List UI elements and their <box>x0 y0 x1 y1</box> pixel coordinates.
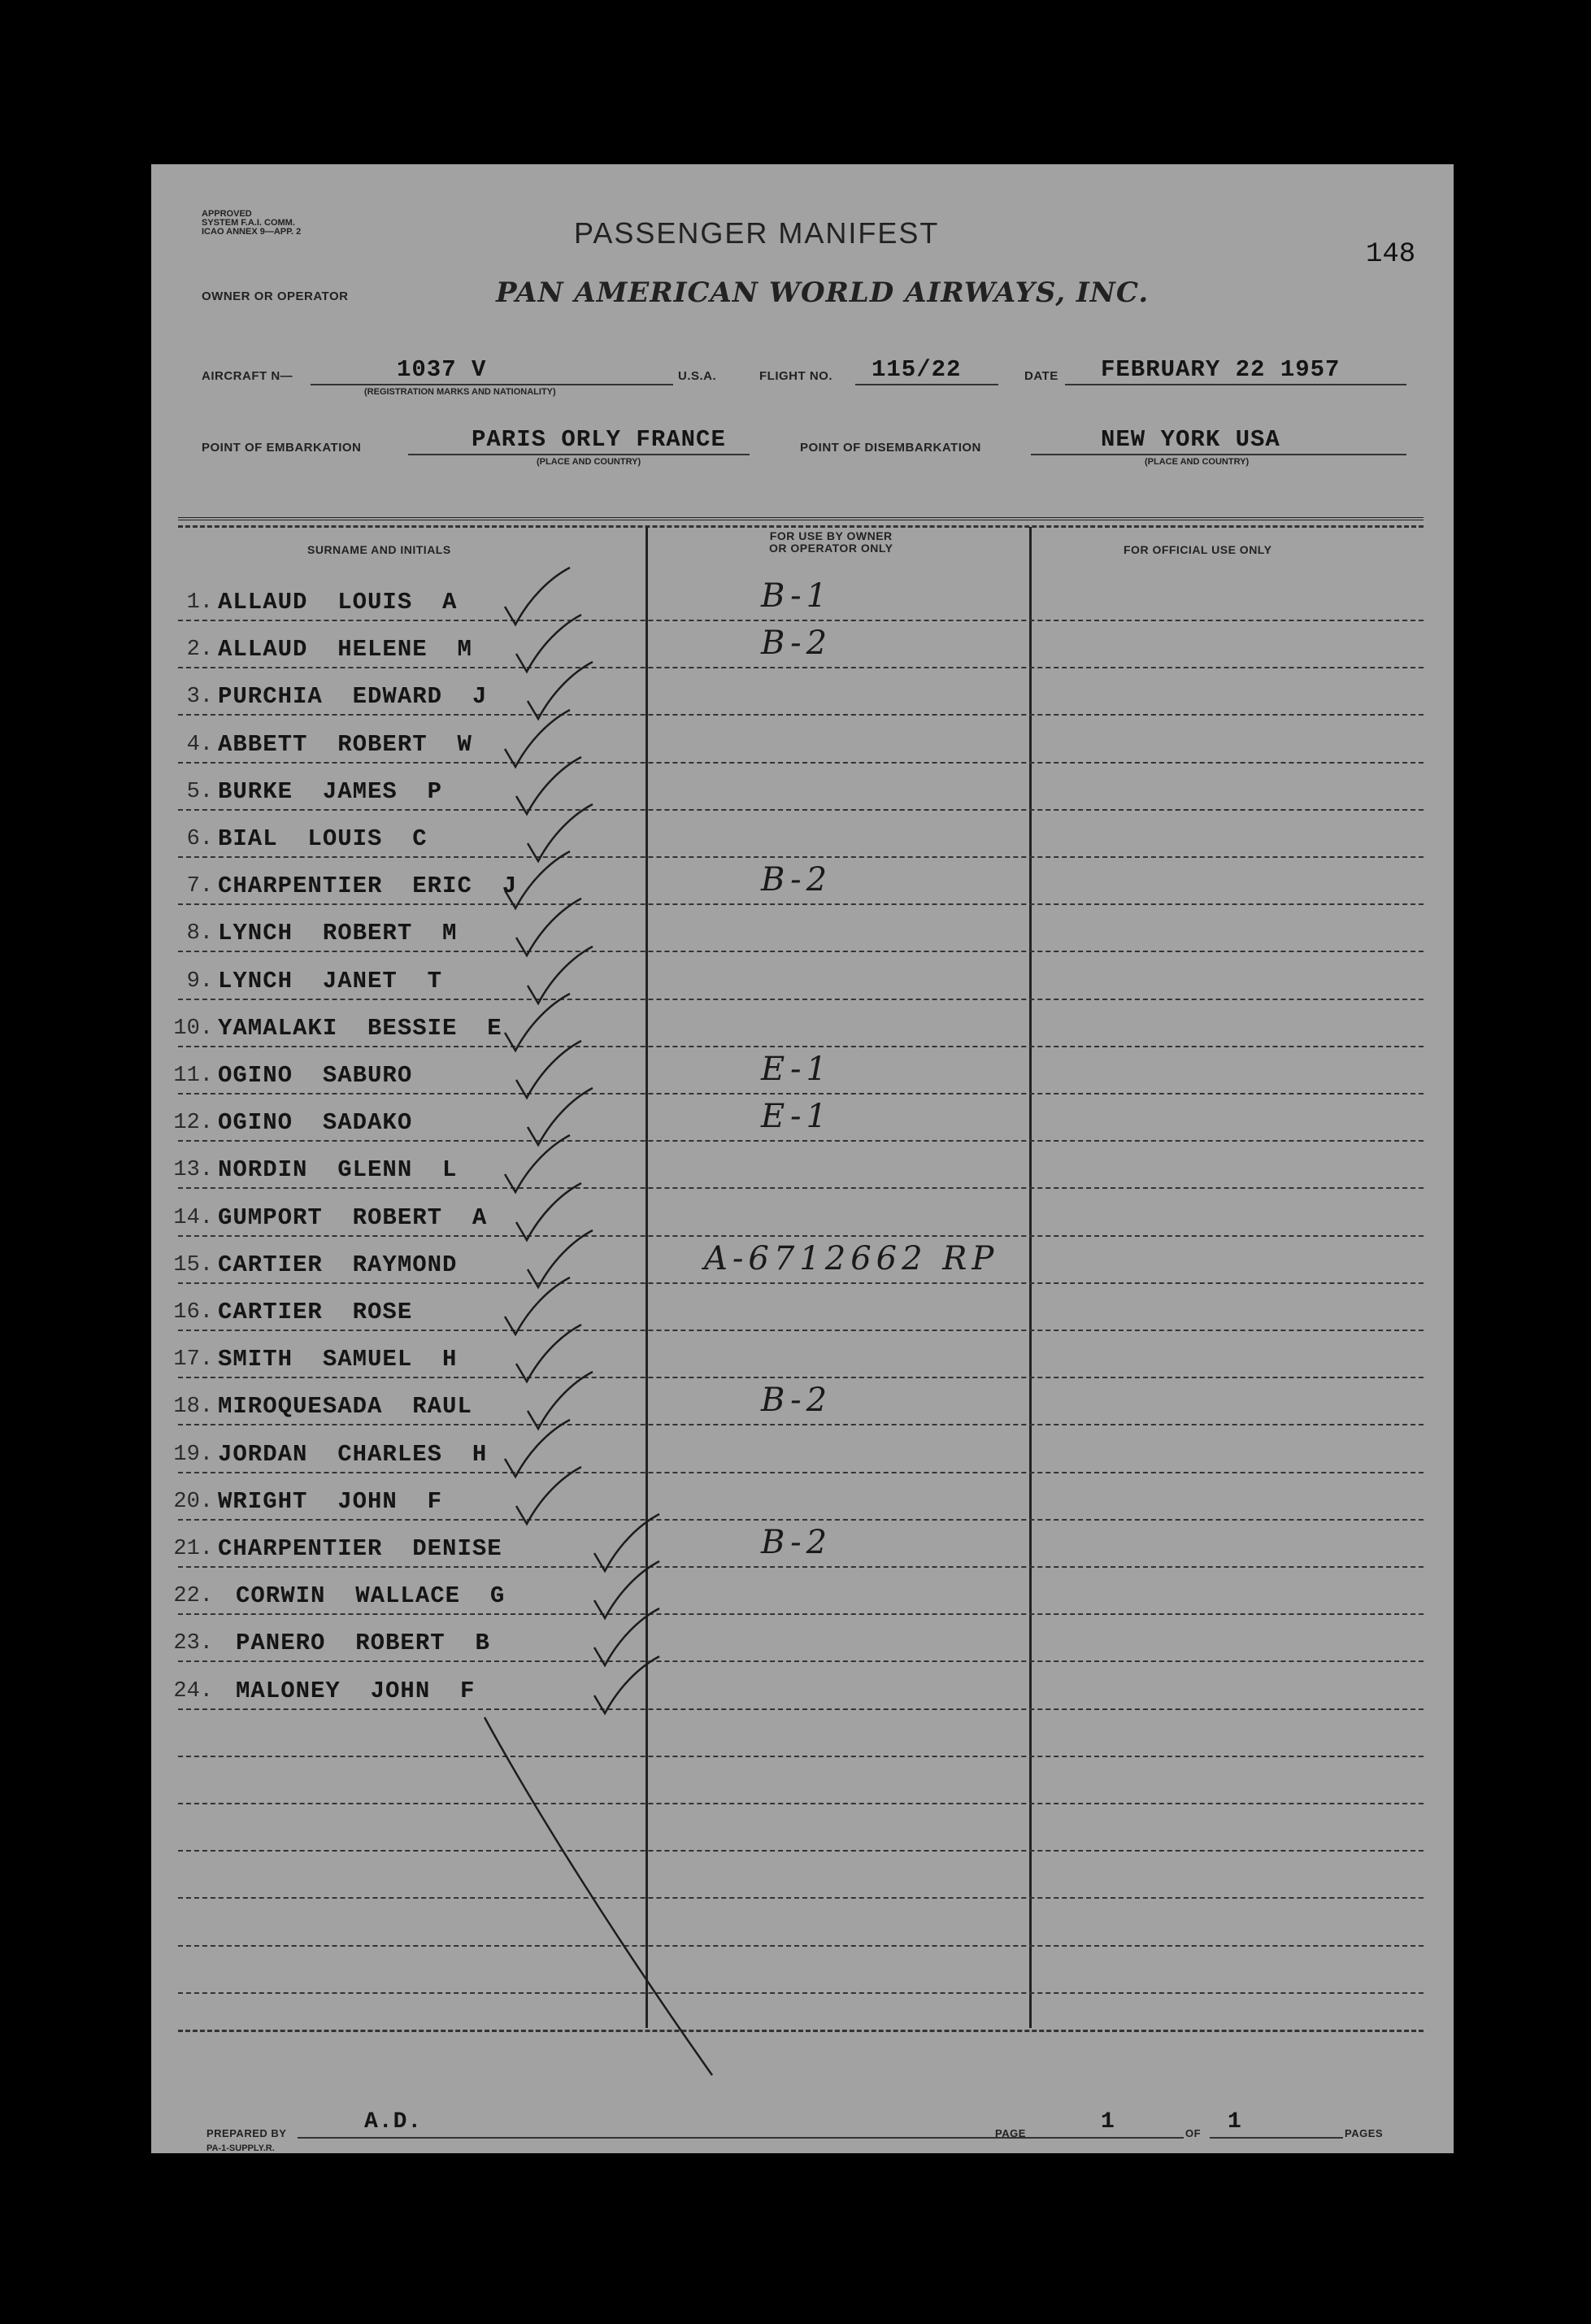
passenger-name: GUMPORT ROBERT A <box>218 1203 488 1231</box>
manifest-sheet <box>151 164 1454 2153</box>
owner-seat-note: B-1 <box>761 577 832 615</box>
passenger-name: LYNCH JANET T <box>218 967 443 994</box>
row-rule <box>178 999 1424 1000</box>
owner-label: OWNER OR OPERATOR <box>202 289 349 303</box>
passenger-name: CORWIN WALLACE G <box>236 1582 506 1610</box>
nationality-label: U.S.A. <box>678 369 717 383</box>
row-rule <box>178 903 1424 905</box>
row-number: 12. <box>173 1111 213 1136</box>
owner-seat-note: B-2 <box>761 1524 832 1561</box>
row-number: 22. <box>173 1584 213 1609</box>
passenger-name: MALONEY JOHN F <box>236 1677 476 1704</box>
row-rule <box>178 1235 1424 1237</box>
passenger-name: YAMALAKI BESSIE E <box>218 1014 502 1042</box>
row-number: 19. <box>173 1442 213 1467</box>
disembarkation-note: (PLACE AND COUNTRY) <box>1145 457 1250 467</box>
page-stamp-number: 148 <box>1366 239 1416 270</box>
passenger-name: MIROQUESADA RAUL <box>218 1393 472 1421</box>
blank-row-rule <box>178 1992 1424 1994</box>
row-number: 17. <box>173 1347 213 1373</box>
aircraft-label: AIRCRAFT N— <box>202 369 293 383</box>
passenger-name: SMITH SAMUEL H <box>218 1346 458 1373</box>
row-number: 11. <box>173 1064 213 1088</box>
row-rule <box>178 1330 1424 1331</box>
row-number: 1. <box>186 590 213 615</box>
row-number: 18. <box>173 1395 213 1420</box>
date-value: FEBRUARY 22 1957 <box>1101 356 1341 383</box>
row-number: 4. <box>186 732 213 757</box>
registration-note: (REGISTRATION MARKS AND NATIONALITY) <box>364 387 556 397</box>
row-rule <box>178 620 1424 621</box>
row-number: 8. <box>186 921 213 947</box>
row-number: 14. <box>173 1205 213 1230</box>
flight-value: 115/22 <box>872 356 962 383</box>
col-header-owner-line-2: OR OPERATOR ONLY <box>769 542 893 555</box>
row-number: 5. <box>186 779 213 804</box>
form-code: PA-1-SUPPLY.R. <box>206 2143 275 2153</box>
owner-seat-note: B-2 <box>761 1382 832 1420</box>
row-rule <box>178 1046 1424 1047</box>
row-number: 16. <box>173 1300 213 1325</box>
page-value: 1 <box>1101 2109 1115 2135</box>
prepared-by-label: PREPARED BY <box>206 2127 287 2139</box>
approval-line-2: SYSTEM F.A.I. COMM. <box>202 218 295 228</box>
row-rule <box>178 1566 1424 1568</box>
pages-label: PAGES <box>1345 2127 1384 2139</box>
row-rule <box>178 714 1424 716</box>
approval-note <box>202 210 301 237</box>
row-rule <box>178 1424 1424 1425</box>
col-header-owner-line-1: FOR USE BY OWNER <box>769 529 893 542</box>
row-number: 10. <box>173 1016 213 1041</box>
passenger-name: OGINO SABURO <box>218 1062 413 1089</box>
passenger-name: ALLAUD LOUIS A <box>218 589 458 616</box>
row-number: 20. <box>173 1489 213 1514</box>
row-rule <box>178 1377 1424 1378</box>
row-rule <box>178 1093 1424 1095</box>
row-number: 15. <box>173 1252 213 1277</box>
passenger-name: OGINO SADAKO <box>218 1109 413 1137</box>
date-label: DATE <box>1024 369 1058 383</box>
approval-line-3: ICAO ANNEX 9—APP. 2 <box>202 227 302 237</box>
row-rule <box>178 1613 1424 1615</box>
approval-line-1: APPROVED <box>202 209 252 219</box>
passenger-name: PURCHIA EDWARD J <box>218 683 488 711</box>
row-rule <box>178 1519 1424 1521</box>
passenger-name: PANERO ROBERT B <box>236 1630 490 1657</box>
row-rule <box>178 1140 1424 1142</box>
of-label: OF <box>1185 2127 1202 2139</box>
form-title: PASSENGER MANIFEST <box>574 216 940 250</box>
prepared-by-value: A.D. <box>364 2109 423 2135</box>
blank-row-rule <box>178 1850 1424 1852</box>
owner-seat-note: B-2 <box>761 861 832 899</box>
blank-row-rule <box>178 1897 1424 1899</box>
flight-label: FLIGHT NO. <box>759 369 832 383</box>
owner-seat-note: B-2 <box>761 625 832 663</box>
passenger-name: CARTIER RAYMOND <box>218 1251 458 1278</box>
passenger-name: ABBETT ROBERT W <box>218 730 472 758</box>
row-number: 2. <box>186 638 213 663</box>
row-number: 23. <box>173 1631 213 1656</box>
disembarkation-label: POINT OF DISEMBARKATION <box>800 441 981 455</box>
passenger-name: CHARPENTIER DENISE <box>218 1535 502 1562</box>
check-mark-icon <box>512 1465 585 1530</box>
passenger-name: CARTIER ROSE <box>218 1299 413 1325</box>
row-rule <box>178 1660 1424 1662</box>
disembarkation-value: NEW YORK USA <box>1101 426 1280 453</box>
passenger-name: JORDAN CHARLES H <box>218 1440 488 1468</box>
row-rule <box>178 951 1424 952</box>
page-label: PAGE <box>995 2127 1026 2139</box>
embarkation-note: (PLACE AND COUNTRY) <box>537 457 641 467</box>
embarkation-label: POINT OF EMBARKATION <box>202 441 362 455</box>
passenger-name: WRIGHT JOHN F <box>218 1487 443 1515</box>
row-rule <box>178 1472 1424 1473</box>
row-number: 13. <box>173 1158 213 1183</box>
owner-seat-note: E-1 <box>761 1051 832 1088</box>
col-header-owner <box>769 530 893 555</box>
operator-name: PAN AMERICAN WORLD AIRWAYS, INC. <box>496 276 1150 309</box>
row-number: 7. <box>186 874 213 899</box>
row-rule <box>178 1187 1424 1189</box>
row-rule <box>178 667 1424 668</box>
row-number: 24. <box>173 1678 213 1704</box>
row-rule <box>178 809 1424 811</box>
row-rule <box>178 856 1424 858</box>
row-number: 9. <box>186 968 213 994</box>
col-header-surname: SURNAME AND INITIALS <box>307 543 451 556</box>
passenger-name: BURKE JAMES P <box>218 777 443 805</box>
row-number: 21. <box>173 1537 213 1561</box>
owner-seat-note: E-1 <box>761 1098 832 1136</box>
col-header-official: FOR OFFICIAL USE ONLY <box>1124 543 1272 556</box>
row-rule <box>178 1708 1424 1710</box>
row-rule <box>178 1282 1424 1284</box>
row-rule <box>178 762 1424 764</box>
row-number: 6. <box>186 827 213 851</box>
closing-diagonal-stroke <box>476 1709 720 2083</box>
blank-row-rule <box>178 1756 1424 1757</box>
owner-seat-note: A-6712662 RP <box>704 1239 999 1277</box>
blank-row-rule <box>178 1803 1424 1804</box>
passenger-name: BIAL LOUIS C <box>218 825 428 852</box>
passenger-name: NORDIN GLENN L <box>218 1156 458 1184</box>
of-value: 1 <box>1228 2109 1242 2135</box>
aircraft-value: 1037 V <box>397 356 487 383</box>
embarkation-value: PARIS ORLY FRANCE <box>472 426 726 453</box>
blank-row-rule <box>178 1945 1424 1947</box>
row-number: 3. <box>186 685 213 710</box>
passenger-name: ALLAUD HELENE M <box>218 636 472 664</box>
passenger-name: CHARPENTIER ERIC J <box>218 873 518 900</box>
passenger-name: LYNCH ROBERT M <box>218 920 458 947</box>
